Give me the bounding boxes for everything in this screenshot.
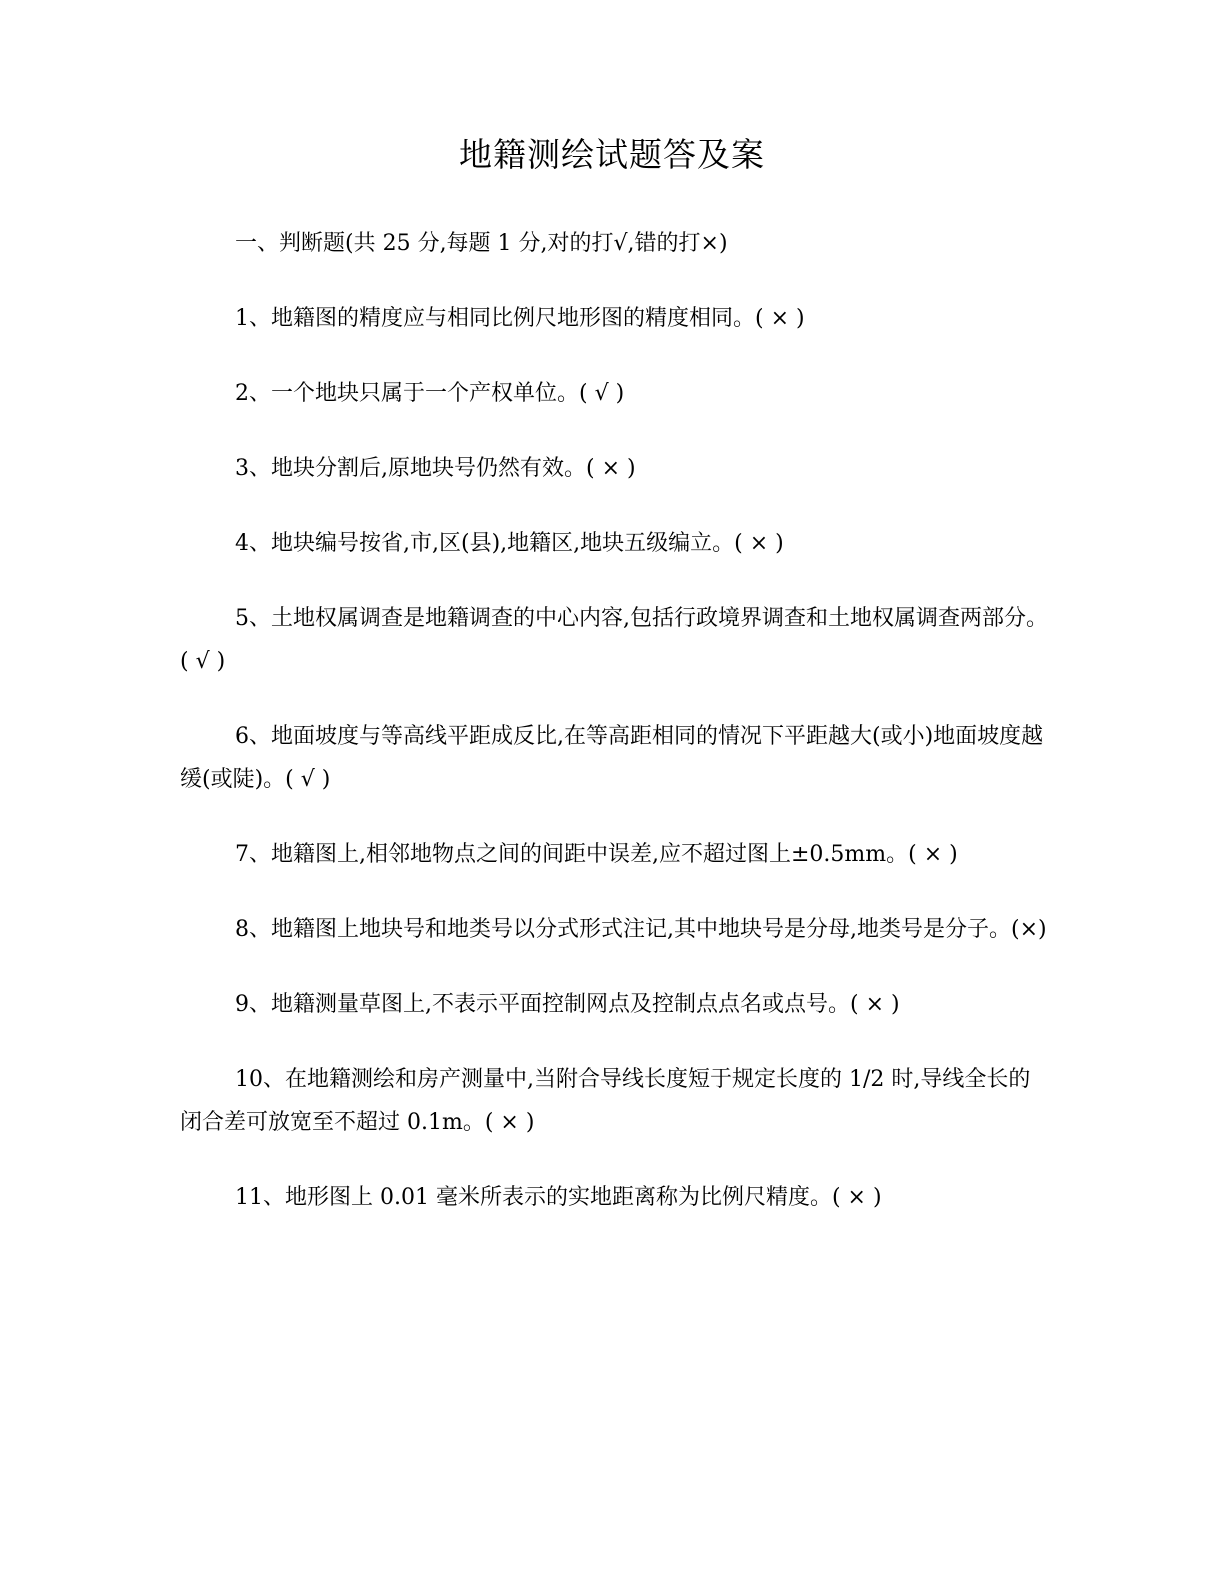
document-body: [180, 222, 1050, 1251]
question-7: 7、地籍图上,相邻地物点之间的间距中误差,应不超过图上±0.5mm。( × ): [235, 842, 958, 867]
document-title: 地籍测绘试题答及案: [459, 135, 765, 174]
question-8: 8、地籍图上地块号和地类号以分式形式注记,其中地块号是分母,地类号是分子。(×): [235, 917, 1047, 942]
question-10: 10、在地籍测绘和房产测量中,当附合导线长度短于规定长度的 1/2 时,导线全长的闭合差可放宽至不超过 0.1m。( × ): [180, 1067, 1031, 1135]
question-6: 6、地面坡度与等高线平距成反比,在等高距相同的情况下平距越大(或小)地面坡度越缓(或陡)。( √ ): [180, 724, 1044, 792]
question-9: 9、地籍测量草图上,不表示平面控制网点及控制点点名或点号。( × ): [235, 992, 900, 1017]
question-4: 4、地块编号按省,市,区(县),地籍区,地块五级编立。( × ): [235, 531, 784, 556]
question-1: 1、地籍图的精度应与相同比例尺地形图的精度相同。( × ): [235, 306, 805, 331]
section-heading: 一、判断题(共 25 分,每题 1 分,对的打√,错的打×): [235, 231, 728, 256]
question-11: 11、地形图上 0.01 毫米所表示的实地距离称为比例尺精度。( × ): [235, 1185, 882, 1210]
question-3: 3、地块分割后,原地块号仍然有效。( × ): [235, 456, 636, 481]
question-2: 2、一个地块只属于一个产权单位。( √ ): [235, 381, 625, 406]
question-5: 5、土地权属调查是地籍调查的中心内容,包括行政境界调查和土地权属调查两部分。( √ ): [180, 606, 1048, 674]
